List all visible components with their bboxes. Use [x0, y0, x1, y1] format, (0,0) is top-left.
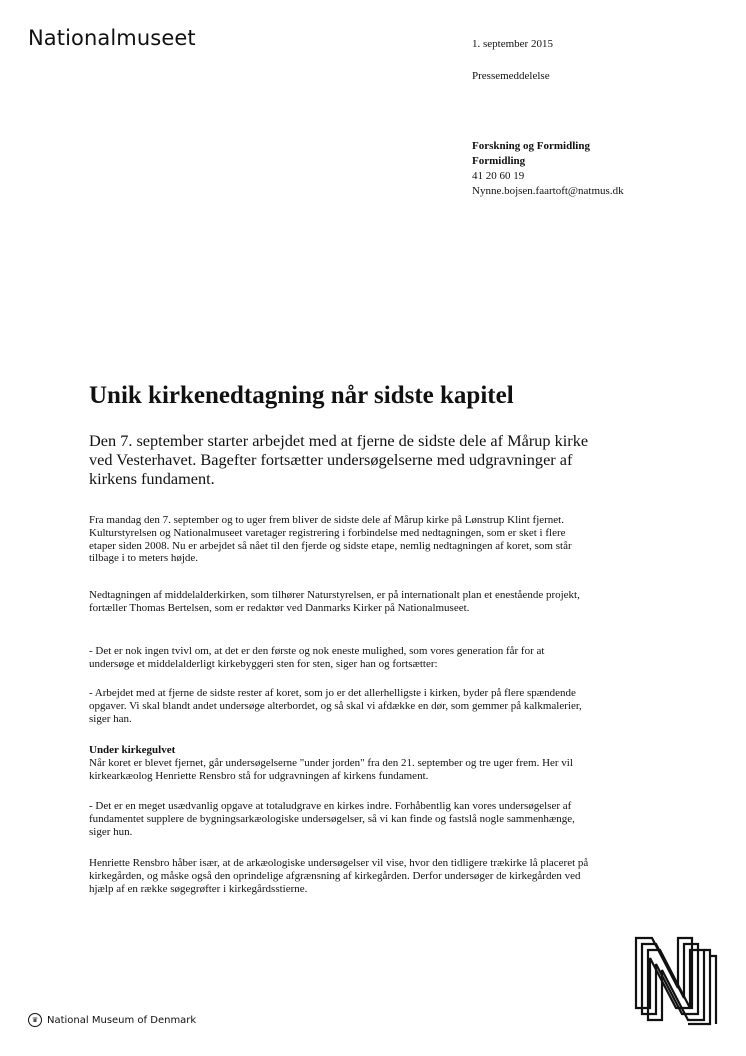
paragraph-1: Fra mandag den 7. september og to uger frem bliver de sidste dele af Mårup kirke på Lønstrup Klint fjernet. Kulturstyrelsen og Nationalmuseet varetager registrering i forbindelse med nedtagningen, som er sket i flere etaper siden 2008. Nu er arbejdet så nået til den fjerde og sidste etape, nemlig nedtagningen af koret, som står tilbage i to meters højde.: [89, 514, 572, 565]
meta-department: Forskning og Formidling: [472, 140, 590, 152]
footer-museum-name: National Museum of Denmark: [47, 1014, 197, 1026]
brand-logo-text: Nationalmuseet: [28, 26, 196, 50]
section-subhead: Under kirkegulvet: [89, 744, 176, 756]
footer: [28, 1013, 196, 1027]
crown-icon: ♛: [28, 1013, 42, 1027]
meta-date: 1. september 2015: [472, 38, 553, 50]
paragraph-5: Når koret er blevet fjernet, går undersøgelserne "under jorden" fra den 21. september og tre uger frem. Her vil kirkearkæolog Henriette Rensbro stå for udgravningen af kirkens fundament.: [89, 756, 573, 782]
article-headline: Unik kirkenedtagning når sidste kapitel: [89, 382, 514, 409]
paragraph-7: Henriette Rensbro håber især, at de arkæologiske undersøgelser vil vise, hvor den tidligere trækirke lå placeret på kirkegården, og måske også den oprindelige afgrænsning af kirkegården. Derfor undersøger de kirkegården ved hjælp af en række søgegrøfter i kirkegårdsstierne.: [89, 857, 589, 895]
meta-phone: 41 20 60 19: [472, 170, 525, 182]
paragraph-2: Nedtagningen af middelalderkirken, som tilhører Naturstyrelsen, er på internationalt plan et enestående projekt, fortæller Thomas Bertelsen, som er redaktør ved Danmarks Kirker på Nationalmuseet.: [89, 589, 580, 614]
section-under-kirkegulvet: [89, 744, 589, 782]
paragraph-3: - Det er nok ingen tvivl om, at det er den første og nok eneste mulighed, som vores generation får for at undersøge et middelalderligt kirkebyggeri sten for sten, siger han og fortsætter:: [89, 645, 545, 670]
paragraph-6: - Det er en meget usædvanlig opgave at totaludgrave en kirkes indre. Forhåbentlig kan vores undersøgelser af fundamentet supplere de bygningsarkæologiske undersøgelser, så vi kan finde og fastslå nogle sammenhænge, siger hun.: [89, 800, 575, 838]
meta-email[interactable]: Nynne.bojsen.faartoft@natmus.dk: [472, 185, 624, 197]
article-lead: Den 7. september starter arbejdet med at fjerne de sidste dele af Mårup kirke ved Vesterhavet. Bagefter fortsætter undersøgelserne med udgravninger af kirkens fundament.: [89, 431, 589, 488]
meta-doc-type: Pressemeddelelse: [472, 70, 550, 82]
paragraph-4: - Arbejdet med at fjerne de sidste rester af koret, som jo er det allerhelligste i kirken, byder på flere spændende opgaver. Vi skal blandt andet undersøge alterbordet, og så skal vi afdække en dør, som gemmer på kalkmalerier, siger han.: [89, 687, 582, 725]
meta-section: Formidling: [472, 155, 526, 167]
n-logo-icon: [634, 936, 720, 1031]
meta-contact: [472, 139, 624, 199]
